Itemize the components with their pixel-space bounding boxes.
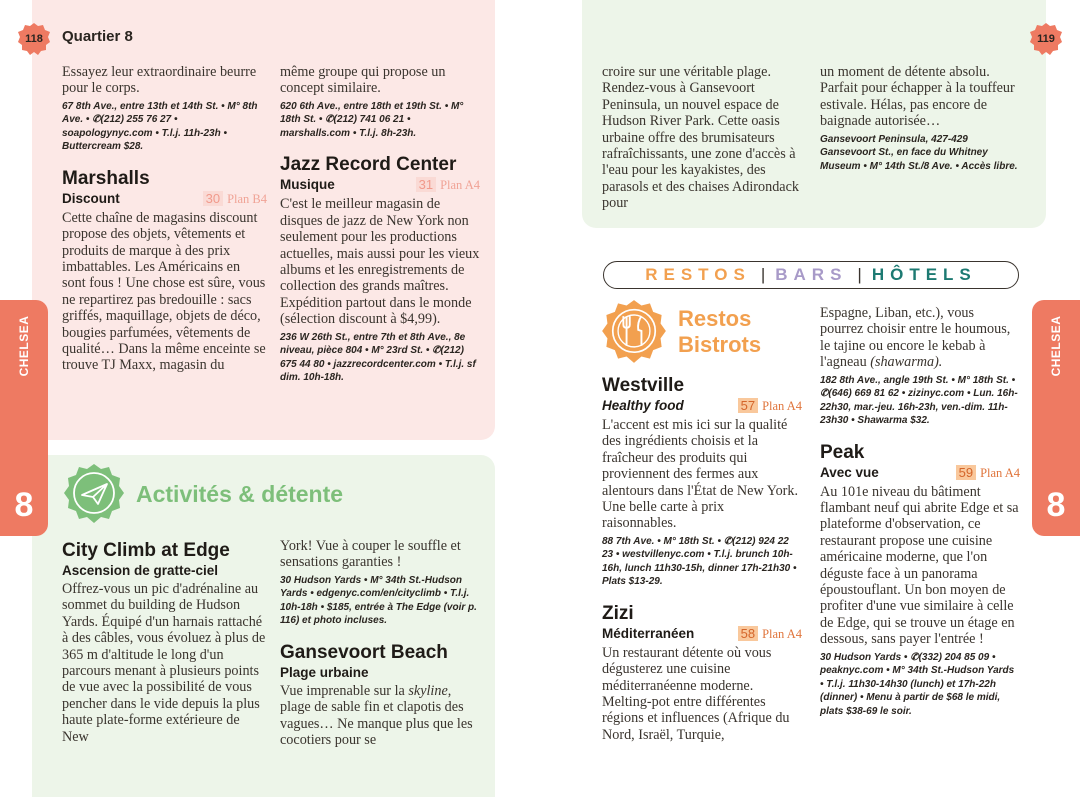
map-reference[interactable] bbox=[416, 177, 480, 193]
entry-category: Discount bbox=[62, 190, 120, 206]
entry-title: Marshalls bbox=[62, 167, 150, 189]
category-bars[interactable]: BARS bbox=[775, 265, 848, 284]
entry-title: Zizi bbox=[602, 602, 634, 624]
practical-info: 620 6th Ave., entre 18th et 19th St. • M° 18th St. • ✆(212) 741 06 21 • marshalls.com • T.l.j. 8h-23h. bbox=[280, 100, 464, 139]
activities-column-2 bbox=[280, 538, 480, 748]
map-reference[interactable] bbox=[738, 626, 802, 642]
category-restos[interactable]: RESTOS bbox=[645, 265, 751, 284]
restos-section-header bbox=[600, 298, 761, 366]
left-column-1-top bbox=[62, 64, 267, 374]
entry-category: Musique bbox=[280, 177, 335, 193]
entry-marshalls bbox=[62, 168, 267, 374]
map-reference[interactable] bbox=[738, 398, 802, 414]
category-hotels[interactable]: HÔTELS bbox=[871, 265, 977, 284]
map-plan-label: Plan A4 bbox=[762, 626, 802, 641]
practical-info: 67 8th Ave., entre 13th et 14th St. • M° 8th Ave. • ✆(212) 255 76 27 • soapologynyc.com • T.l.j. 11h-23h • Buttercream $28. bbox=[62, 100, 258, 153]
text-emphasis: skyline bbox=[408, 682, 448, 699]
left-column-2-top bbox=[280, 64, 480, 385]
activities-column-1 bbox=[62, 540, 267, 745]
chapter-tab-left[interactable] bbox=[0, 300, 48, 536]
map-plan-label: Plan A4 bbox=[762, 399, 802, 413]
entry-title: Gansevoort Beach bbox=[280, 641, 448, 663]
restos-column-2 bbox=[820, 305, 1020, 718]
entry-westville bbox=[602, 375, 802, 589]
page-number-badge-left bbox=[17, 22, 51, 56]
category-navigation-bar bbox=[603, 261, 1019, 289]
restos-column-1 bbox=[602, 375, 802, 743]
practical-info: 236 W 26th St., entre 7th et 8th Ave., 8e niveau, pièce 804 • M° 23rd St. • ✆(212) 675 44 80 • jazzrecordcenter.com • T.l.j. sf dim. 10h-18h. bbox=[280, 331, 476, 384]
entry-description bbox=[280, 683, 480, 749]
text-segment: Espagne, Liban, etc.), vous pourrez choisir entre le houmous, le tajine ou encore le kebab à l'agneau bbox=[820, 305, 1011, 371]
practical-info: 30 Hudson Yards • M° 34th St.-Hudson Yards • edgenyc.com/en/cityclimb • T.l.j. 10h-18h • $185, entrée à The Edge (voir p. 116) et photo incluses. bbox=[280, 574, 477, 627]
entry-category: Healthy food bbox=[602, 398, 684, 413]
entry-zizi bbox=[602, 603, 802, 743]
map-reference[interactable] bbox=[956, 465, 1020, 481]
chapter-tab-right[interactable] bbox=[1032, 300, 1080, 536]
fork-knife-plate-icon bbox=[600, 298, 668, 366]
entry-description-cont: un moment de détente absolu. Parfait pour échapper à la touffeur estivale. Hélas, pas encore de baignade autorisée… bbox=[820, 64, 1015, 130]
map-reference[interactable] bbox=[203, 191, 267, 207]
entry-description: Un restaurant détente où vous dégusterez une cuisine méditerranéenne moderne. Melting-pot entre différentes régions et influences (Afrique du Nord, Israël, Turquie, bbox=[602, 644, 790, 743]
map-marker-number: 58 bbox=[738, 626, 758, 641]
intro-text: Essayez leur extraordinaire beurre pour le corps. bbox=[62, 64, 257, 97]
gansevoort-cont-col-2 bbox=[820, 64, 1020, 173]
entry-description-cont: croire sur une véritable plage. Rendez-vous à Gansevoort Peninsula, un nouvel espace de Hudson River Park. Cette oasis urbaine offre des brumisateurs rafraîchissants, une zone d'accès à l'eau pour les kayakistes, des parasols et des chaises Adirondack pour bbox=[602, 64, 799, 212]
entry-description: Au 101e niveau du bâtiment flambant neuf qui abrite Edge et sa plateforme d'observation, ce restaurant propose une cuisine américaine moderne, que l'on déguste face à un panorama époustouflant. Un bon moyen de profiter d'une vue similaire à celle de Edge, qui se trouve un étage en dessous, sans payer l'entrée ! bbox=[820, 483, 1019, 648]
page-number: 118 bbox=[25, 33, 43, 45]
map-plan-label: Plan B4 bbox=[227, 191, 267, 206]
entry-title: Peak bbox=[820, 441, 865, 463]
map-plan-label: Plan A4 bbox=[980, 465, 1020, 480]
entry-category: Avec vue bbox=[820, 464, 879, 480]
running-head: Quartier 8 bbox=[62, 28, 133, 45]
entry-category: Ascension de gratte-ciel bbox=[62, 563, 219, 578]
map-marker-number: 31 bbox=[416, 177, 436, 192]
page-number-badge-right bbox=[1029, 22, 1063, 56]
gansevoort-cont-col-1 bbox=[602, 64, 807, 212]
practical-info: Gansevoort Peninsula, 427-429 Gansevoort St., en face du Whitney Museum • M° 14th St./8 Ave. • Accès libre. bbox=[820, 133, 1018, 172]
intro-text-cont: même groupe qui propose un concept similaire. bbox=[280, 64, 446, 97]
text-emphasis: (shawarma). bbox=[870, 354, 943, 371]
entry-description: L'accent est mis ici sur la qualité des ingrédients choisis et la fraîcheur des produits qui proviennent des fermes aux alentours dans l'État de New York. Une belle carte à prix raisonnables. bbox=[602, 417, 799, 532]
page-number: 119 bbox=[1037, 33, 1055, 45]
category-separator: | bbox=[857, 265, 862, 284]
map-plan-label: Plan A4 bbox=[440, 178, 480, 193]
text-segment: Vue imprenable sur la bbox=[280, 682, 409, 699]
practical-info: 182 8th Ave., angle 19th St. • M° 18th St. • ✆(646) 669 81 62 • zizinyc.com • Lun. 16h-22h30, mar.-jeu. 16h-23h, ven.-dim. 11h-23h30 • Shawarma $32. bbox=[820, 374, 1018, 427]
practical-info: 88 7th Ave. • M° 18th St. • ✆(212) 924 22 23 • westvillenyc.com • T.l.j. brunch 10h-16h, lunch 11h30-15h, dinner 17h-21h30 • Plats $13-29. bbox=[602, 535, 797, 588]
entry-gansevoort-beach bbox=[280, 642, 480, 749]
entry-jazz-record-center bbox=[280, 154, 480, 384]
entry-title: Westville bbox=[602, 375, 685, 396]
chapter-tab-number: 8 bbox=[14, 486, 34, 524]
chapter-tab-number: 8 bbox=[1046, 486, 1066, 524]
entry-description: Offrez-vous un pic d'adrénaline au sommet du building de Hudson Yards. Équipé d'un harnais rattaché à des câbles, vous évoluez à plus de 365 m d'altitude le long d'un parcours menant à plusieurs points de vue avec la possibilité de vous pencher dans le vide depuis la plus haute plate-forme extérieure de New bbox=[62, 581, 266, 745]
chapter-tab-label: CHELSEA bbox=[1049, 315, 1063, 377]
section-title bbox=[678, 306, 761, 358]
entry-description-cont: York! Vue à couper le souffle et sensations garanties ! bbox=[280, 538, 461, 571]
map-marker-number: 59 bbox=[956, 465, 976, 480]
section-title: Activités & détente bbox=[136, 480, 344, 507]
entry-description: C'est le meilleur magasin de disques de jazz de New York non seulement pour les productions actuelles, mais aussi pour les vieux albums et les enregistrements de collection des grands maîtres. Expédition partout dans le monde (sélection discount à $4,99). bbox=[280, 196, 480, 328]
entry-peak bbox=[820, 442, 1020, 719]
entry-category: Plage urbaine bbox=[280, 664, 369, 680]
entry-title: City Climb at Edge bbox=[62, 540, 230, 561]
text-segment: , plage de sable fin et clapotis des vagues… Ne manque plus que les cocotiers pour se bbox=[280, 682, 473, 749]
chapter-tab-label: CHELSEA bbox=[17, 315, 31, 377]
practical-info: 30 Hudson Yards • ✆(332) 204 85 09 • peaknyc.com • M° 34th St.-Hudson Yards • T.l.j. 11h30-14h30 (lunch) et 17h-22h (dinner) • Menu à partir de $68 le midi, plats $38-69 le soir. bbox=[820, 651, 1015, 717]
map-marker-number: 30 bbox=[203, 191, 223, 206]
entry-title: Jazz Record Center bbox=[280, 154, 457, 176]
entry-description-cont bbox=[820, 305, 1020, 371]
activities-section-header bbox=[62, 462, 343, 526]
map-marker-number: 57 bbox=[738, 398, 758, 413]
paper-plane-icon bbox=[62, 462, 126, 526]
category-separator: | bbox=[760, 265, 766, 284]
section-title-line-1: Restos bbox=[678, 306, 752, 331]
entry-category: Méditerranéen bbox=[602, 625, 695, 641]
entry-description: Cette chaîne de magasins discount propose des objets, vêtements et produits de marque à des prix imbattables. Les Américains en sont fous ! Une chose est sûre, vous ne repartirez pas bredouille : sacs griffés, maquillage, objets de déco, bougies parfumées, vêtements de qualité… Dans la même enceinte se trouve TJ Maxx, magasin du bbox=[62, 209, 266, 374]
section-title-line-2: Bistrots bbox=[678, 332, 762, 357]
